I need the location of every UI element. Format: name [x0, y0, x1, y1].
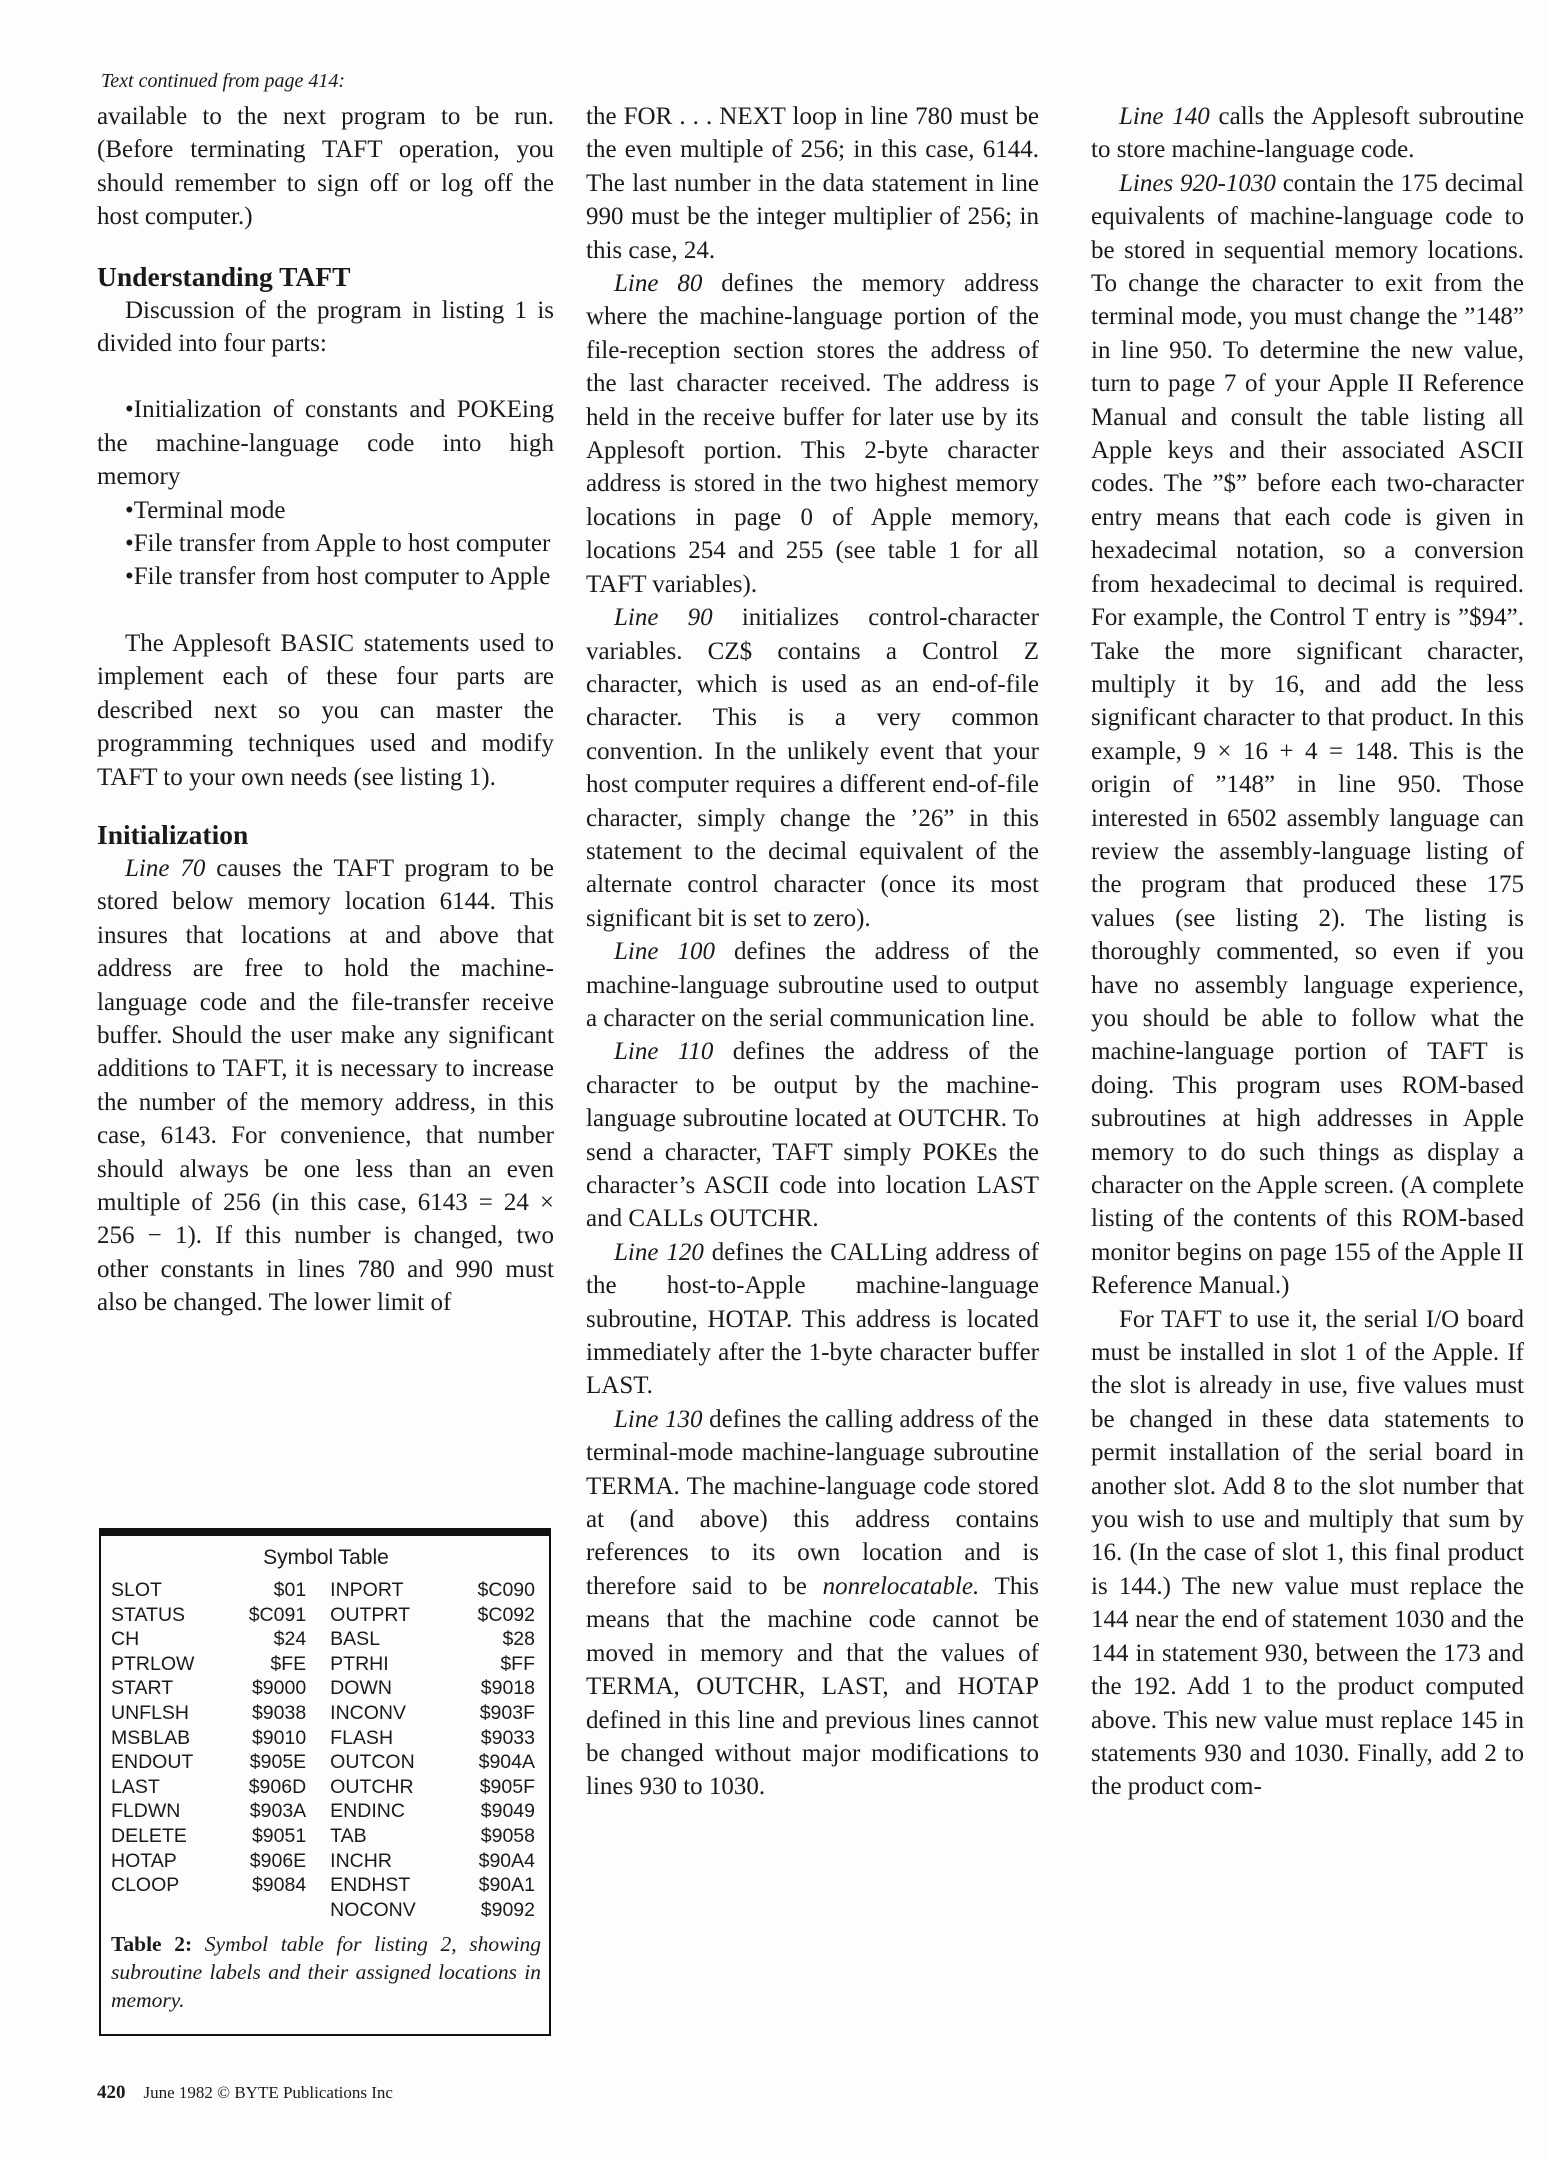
symbol-label: HOTAP — [111, 1849, 177, 1872]
column-3 — [1091, 100, 1524, 1804]
line-ref: Line 140 — [1119, 103, 1210, 130]
line-ref: Line 100 — [614, 938, 715, 966]
symbol-label: BASL — [330, 1628, 381, 1651]
paragraph: Line 80 defines the memory address where the machine-language portion of the file-reception section stores the address of the last character received. The address is held in the receive buffer for later use by its Applesoft portion. This 2-byte character address is stored in the two highest memory locations in page 0 of Apple memory, locations 254 and 255 (see table 1 for all TAFT variables). — [586, 270, 1039, 598]
paragraph: The Applesoft BASIC statements used to implement each of these four parts are described next so you can master the programming techniques used and modify TAFT to your own needs (see listing 1). — [97, 629, 554, 791]
symbol-address: $9058 — [480, 1824, 535, 1847]
list-item: •Terminal mode — [125, 496, 286, 524]
symbol-address: $FF — [500, 1652, 535, 1675]
symbol-label: SLOT — [111, 1579, 162, 1601]
symbol-table — [111, 1578, 541, 1922]
symbol-address: $9038 — [251, 1701, 307, 1724]
page-footer — [97, 2082, 393, 2104]
symbol-address: $9092 — [480, 1898, 535, 1921]
symbol-label: CLOOP — [111, 1874, 180, 1897]
symbol-address: $906E — [249, 1849, 307, 1872]
symbol-label: UNFLSH — [111, 1701, 190, 1724]
symbol-label: PTRHI — [330, 1652, 389, 1675]
paragraph: Line 130 defines the calling address of the terminal-mode machine-language subroutine TERMA. The machine-language code stored at (and above) this address contains references to its own location and is therefore said to be nonrelocatable. This means that the machine code cannot be moved in memory and that the values of TERMA, OUTCHR, LAST, and HOTAP defined in this line and previous lines cannot be changed without major modifications to lines 930 to 1030. — [586, 1405, 1040, 1801]
paragraph: Discussion of the program in listing 1 is divided into four parts: — [97, 296, 554, 358]
table-row — [111, 1652, 541, 1677]
symbol-label — [111, 1898, 225, 1923]
line-ref: Line 110 — [614, 1038, 714, 1066]
symbol-address: $9018 — [480, 1677, 535, 1700]
symbol-address: $90A1 — [478, 1874, 535, 1897]
heading-understanding-taft: Understanding TAFT — [97, 260, 351, 292]
continued-note: Text continued from page 414: — [101, 70, 346, 92]
paragraph: Line 90 initializes control-character variables. CZ$ contains a Control Z character, which is used as an end-of-file character. This is a very common convention. In the unlikely event that your host computer requires a different end-of-file character, simply change the ’26” in this statement to the decimal equivalent of the alternate control character (once its most significant bit is set to zero). — [586, 604, 1039, 932]
table-row — [111, 1676, 541, 1701]
heading-initialization: Initialization — [97, 818, 249, 850]
symbol-label: START — [111, 1677, 174, 1700]
symbol-address: $9051 — [251, 1824, 307, 1847]
list-item: •Initialization of constants and POKEing the machine-language code into high memory — [97, 396, 554, 491]
symbol-label: DELETE — [111, 1824, 187, 1847]
symbol-address: $9033 — [480, 1726, 535, 1749]
list-item: •File transfer from Apple to host computer — [125, 530, 551, 558]
publication-credit: June 1982 © BYTE Publications Inc — [143, 2083, 393, 2102]
symbol-label: DOWN — [330, 1677, 392, 1700]
symbol-address: $903F — [479, 1701, 535, 1724]
table-row — [111, 1799, 541, 1824]
symbol-address: $9000 — [251, 1677, 307, 1700]
table-row — [111, 1775, 541, 1800]
symbol-address: $9010 — [251, 1726, 307, 1749]
paragraph: For TAFT to use it, the serial I/O board must be installed in slot 1 of the Apple. If the slot is already in use, five values must be changed in these data statements to permit installation of the serial board in another slot. Add 8 to the slot number that you wish to use and multiply that sum by 16. (In the case of slot 1, this final product is 144.) The new value must replace the 144 near the end of statement 1030 and the 144 in statement 930, between the 173 and the 192. Add 1 to the product computed above. This new value must replace 145 in statements 930 and 1030. Finally, add 2 to the product com- — [1091, 1305, 1524, 1801]
table-row — [111, 1578, 541, 1603]
paragraph: the FOR . . . NEXT loop in line 780 must be the even multiple of 256; in this case, 6144. The last number in the data statement in line 990 must be the integer multiplier of 256; in this case, 24. — [586, 103, 1039, 264]
symbol-address: $90A4 — [478, 1849, 535, 1872]
symbol-label: FLASH — [330, 1726, 394, 1749]
symbol-address: $905F — [479, 1775, 535, 1798]
symbol-address: $28 — [502, 1628, 535, 1651]
symbol-table-title: Symbol Table — [263, 1546, 389, 1569]
symbol-label: FLDWN — [111, 1800, 181, 1823]
symbol-label: OUTPRT — [330, 1603, 410, 1626]
symbol-label: INCONV — [330, 1701, 407, 1724]
symbol-label: LAST — [111, 1775, 160, 1798]
symbol-label: ENDHST — [330, 1874, 411, 1897]
symbol-address: $24 — [273, 1628, 307, 1651]
symbol-label: INCHR — [330, 1849, 392, 1872]
table-row — [111, 1849, 541, 1874]
list-item: •File transfer from host computer to Apple — [125, 563, 551, 591]
table-row — [111, 1701, 541, 1726]
symbol-address: $903A — [249, 1800, 307, 1823]
line-ref: Line 90 — [614, 604, 713, 632]
line-ref: Line 120 — [614, 1238, 704, 1266]
table-row — [111, 1627, 541, 1652]
symbol-label: ENDOUT — [111, 1751, 194, 1774]
symbol-address: $9049 — [480, 1800, 535, 1823]
line-ref: Line 80 — [614, 270, 703, 298]
table-row — [111, 1603, 541, 1628]
symbol-address: $9084 — [251, 1874, 307, 1897]
paragraph: Line 100 defines the address of the machine-language subroutine used to output a character on the serial communication line. — [586, 938, 1040, 1032]
symbol-address: $FE — [270, 1652, 307, 1675]
symbol-address: $C092 — [477, 1603, 535, 1626]
page-number: 420 — [97, 2082, 126, 2103]
symbol-address: $906D — [248, 1775, 307, 1798]
symbol-label: ENDINC — [330, 1800, 405, 1823]
table-row — [111, 1898, 541, 1923]
symbol-label: OUTCON — [330, 1751, 415, 1774]
table-row — [111, 1873, 541, 1898]
symbol-label: CH — [111, 1628, 140, 1651]
bullet-list — [97, 393, 554, 593]
paragraph: Lines 920-1030 contain the 175 decimal equivalents of machine-language code to be stored in sequential memory locations. To change the character to exit from the terminal mode, you must change the ”148” in line 950. To determine the new value, turn to page 7 of your Apple II Reference Manual and consult the table listing all Apple keys and their associated ASCII codes. The ”$” before each two-character entry means that each code is given in hexadecimal notation, so a conversion from hexadecimal to decimal is required. For example, the Control T entry is ”$94”. Take the more significant character, multiply it by 16, and add the less significant character to that product. In this example, 9 × 16 + 4 = 148. This is the origin of ”148” in line 950. Those interested in 6502 assembly language can review the assembly-language listing of the program that produced these 175 values (see listing 2). The listing is thoroughly commented, so even if you have no assembly language experience, you should be able to follow what the machine-language portion of TAFT is doing. This program uses ROM-based subroutines at high addresses in Apple memory to do such things as display a character on the Apple screen. (A complete listing of the contents of this ROM-based monitor begins on page 155 of the Apple II Reference Manual.) — [1091, 169, 1524, 1300]
table-row — [111, 1726, 541, 1751]
symbol-table-box — [99, 1528, 551, 2036]
line-ref: Line 130 — [614, 1405, 703, 1433]
symbol-label: TAB — [330, 1824, 367, 1847]
symbol-label: NOCONV — [330, 1898, 416, 1921]
symbol-label: MSBLAB — [111, 1726, 191, 1749]
symbol-address: $C090 — [477, 1579, 535, 1601]
paragraph: Line 120 defines the CALLing address of the host-to-Apple machine-language subroutine, HOTAP. This address is located immediately after the 1-byte character buffer LAST. — [586, 1238, 1039, 1400]
symbol-address: $C091 — [248, 1603, 307, 1626]
column-1 — [97, 100, 554, 1320]
symbol-label: OUTCHR — [330, 1775, 414, 1798]
paragraph: Line 140 calls the Applesoft subroutine to store machine-language code. — [1091, 103, 1524, 164]
table-caption: Table 2: Symbol table for listing 2, showing subroutine labels and their assigned locations in memory. — [111, 1932, 541, 2013]
line-ref: Line 70 — [125, 854, 206, 882]
paragraph: available to the next program to be run. (Before terminating TAFT operation, you should remember to sign off or log off the host computer.) — [97, 103, 554, 231]
column-2 — [586, 100, 1039, 1804]
symbol-label: INPORT — [330, 1579, 404, 1601]
symbol-address: $01 — [273, 1579, 307, 1601]
line-ref: Lines 920-1030 — [1119, 169, 1276, 197]
symbol-address: $905E — [249, 1751, 307, 1774]
paragraph: Line 70 causes the TAFT program to be stored below memory location 6144. This insures that locations at and above that address are free to hold the machine-language code and the file-transfer receive buffer. Should the user make any significant additions to TAFT, it is necessary to increase the number of the memory address, in this case, 6143. For convenience, that number should always be one less than an even multiple of 256 (in this case, 6143 = 24 × 256 − 1). If this number is changed, two other constants in lines 780 and 990 must also be changed. The lower limit of — [97, 854, 554, 1317]
paragraph: Line 110 defines the address of the character to be output by the machine-language subroutine located at OUTCHR. To send a character, TAFT simply POKEs the character’s ASCII code into location LAST and CALLs OUTCHR. — [586, 1038, 1040, 1233]
symbol-label: STATUS — [111, 1603, 186, 1626]
symbol-address — [225, 1898, 312, 1923]
table-row — [111, 1750, 541, 1775]
symbol-label: PTRLOW — [111, 1652, 195, 1675]
symbol-address: $904A — [478, 1751, 535, 1774]
table-row — [111, 1824, 541, 1849]
